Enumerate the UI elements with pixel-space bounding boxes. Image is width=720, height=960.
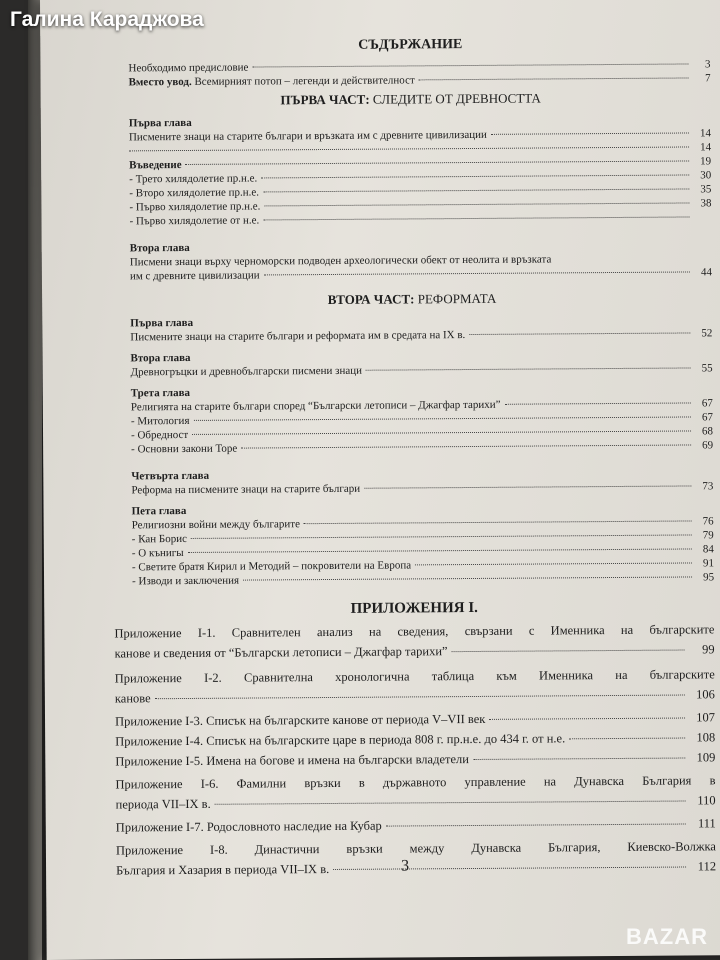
- appendix-entry-line: Приложение I-1. Сравнителен анализ на сведения, свързани с Именника на българските: [114, 622, 715, 641]
- toc-entry: - Основни закони Торе 69: [131, 439, 714, 456]
- appendix-entry: Приложение I-4. Списък на българските царе в периода 808 г. пр.н.е. до 434 г. от н.е. 108: [115, 730, 716, 749]
- toc-entry: Писмените знаци на старите българи и връзката им с древните цивилизации 14: [128, 127, 711, 144]
- toc-entry: Въведение 19: [129, 155, 712, 172]
- brand-watermark: BAZAR: [626, 924, 708, 949]
- appendix-entry: Приложение I-5. Имена на богове и имена на български владетели 109: [115, 750, 716, 769]
- toc-entry: - Първо хилядолетие пр.н.е. 38: [129, 197, 712, 214]
- appendix-entry: България и Хазария в периода VII–IX в. 112: [116, 859, 717, 878]
- page-number: 3: [400, 857, 410, 875]
- toc-entry: Древногръцки и древнобългарски писмени знаци 55: [130, 362, 713, 379]
- toc-entry: 14: [129, 140, 711, 158]
- appendix-entry: канове и сведения от “Български летописи – Джагфар тарихи” 99: [114, 642, 715, 661]
- toc-entry: - Второ хилядолетие пр.н.е. 35: [129, 183, 712, 200]
- toc-entry: Религията на старите българи според “Български летописи – Джагфар тарихи” 67: [130, 397, 713, 414]
- part1-title: ПЪРВА ЧАСТ: СЛЕДИТЕ ОТ ДРЕВНОСТТА: [280, 90, 541, 108]
- toc-entry: Реформа на писмените знаци на старите българи 73: [131, 480, 714, 497]
- toc-entry: - Митология 67: [130, 411, 713, 428]
- toc-entry-intro: Вместо увод. Всемирният потоп – легенди и действителност 7: [128, 72, 711, 89]
- toc-entry: - Обредност 68: [130, 425, 714, 442]
- appendix-entry-line: Приложение I-8. Династични връзки между Дунавска България, Киевско-Волжка: [115, 839, 716, 858]
- toc-entry: - О кънигы 84: [131, 543, 714, 560]
- part1-ch2-heading: Втора глава: [129, 241, 190, 255]
- toc-entry: Религиозни войни между българите 76: [131, 515, 714, 532]
- part2-ch1-heading: Първа глава: [130, 316, 194, 330]
- toc-entry: им с древните цивилизации 44: [129, 266, 712, 283]
- part2-ch3-heading: Трета глава: [130, 386, 191, 400]
- toc-entry: - Трето хилядолетие пр.н.е. 30: [129, 169, 712, 186]
- toc-entry-line: Писмени знаци върху черноморски подводен археологически обект от неолита и връзката: [129, 253, 552, 269]
- toc-title: СЪДЪРЖАНИЕ: [358, 37, 463, 53]
- seller-watermark: Галина Караджова: [10, 8, 204, 31]
- appendix-list: [114, 621, 716, 879]
- part2-title: ВТОРА ЧАСТ: РЕФОРМАТА: [327, 290, 497, 307]
- table-of-contents: [110, 35, 716, 879]
- part2-ch5-heading: Пета глава: [131, 504, 187, 518]
- part2-ch4-heading: Четвърта глава: [131, 469, 210, 483]
- toc-entry: - Първо хилядолетие от н.е.: [129, 210, 711, 228]
- part1-ch1-heading: Първа глава: [128, 116, 192, 130]
- appendix-entry-line: Приложение I-6. Фамилни връзки в държавното управление на Дунавска България в: [115, 773, 716, 792]
- appendix-entry: канове 106: [114, 687, 715, 706]
- toc-entry: - Светите братя Кирил и Методий – покровители на Европа 91: [131, 557, 714, 574]
- page-edge: [28, 0, 42, 960]
- toc-entry: Писмените знаци на старите българи и реформата им в средата на IX в. 52: [130, 327, 713, 344]
- appendix-entry: периода VII–IX в. 110: [115, 793, 716, 812]
- book-page: [40, 0, 720, 960]
- appendix-entry-line: Приложение I-2. Сравнителна хронологична таблица към Именника на българските: [114, 667, 715, 686]
- appendix-entry: Приложение I-3. Списък на българските канове от периода V–VII век 107: [114, 710, 716, 729]
- toc-entry-preface: Необходимо предисловие 3: [128, 58, 711, 75]
- appendix-entry: Приложение I-7. Родословното наследие на Кубар 111: [115, 816, 716, 835]
- appendix-title: ПРИЛОЖЕНИЯ I.: [350, 599, 478, 617]
- part2-ch2-heading: Втора глава: [130, 351, 191, 365]
- toc-entry: - Изводи и заключения 95: [132, 571, 715, 588]
- toc-entry: - Кан Борис 79: [131, 529, 714, 546]
